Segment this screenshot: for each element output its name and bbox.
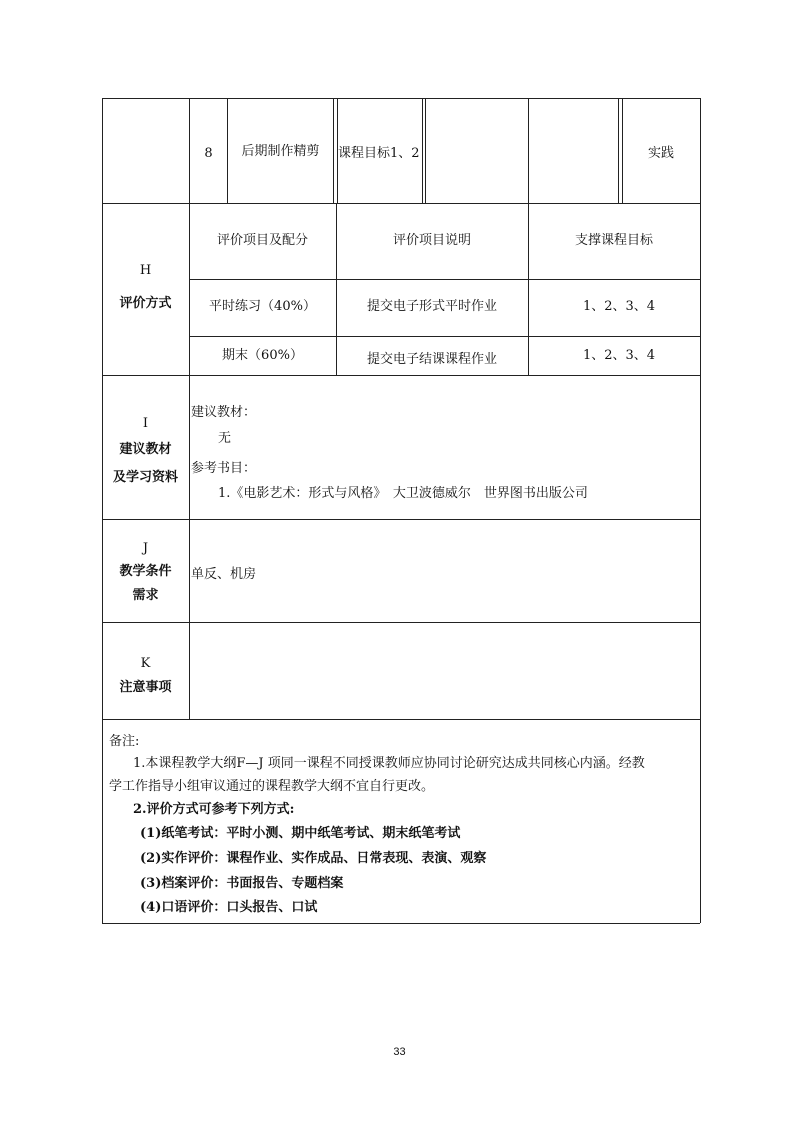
section-h-title: 评价方式: [119, 296, 172, 311]
section-i-title-1: 建议教材: [119, 442, 172, 457]
section-i-title-2: 及学习资料: [112, 470, 178, 485]
row-number: 8: [204, 146, 213, 161]
section-k-title: 注意事项: [119, 680, 172, 695]
eval-header-goals: 支撑课程目标: [574, 233, 653, 248]
eval-row-desc: 提交电子结课课程作业: [366, 352, 497, 367]
page-number: 33: [393, 1046, 406, 1058]
remarks-item: (1)纸笔考试：平时小测、期中纸笔考试、期末纸笔考试: [140, 826, 461, 841]
eval-row-desc: 提交电子形式平时作业: [366, 299, 497, 314]
section-j-title-1: 教学条件: [119, 564, 172, 579]
row-content: 后期制作精剪: [241, 144, 320, 159]
section-j-letter: J: [142, 541, 149, 556]
section-j-title-2: 需求: [132, 588, 159, 603]
refs-label: 参考书目：: [191, 461, 257, 476]
section-i-letter: I: [142, 416, 149, 431]
row-method: 实践: [647, 146, 674, 161]
eval-row-item: 期末（60%）: [222, 348, 303, 363]
remarks-item: (3)档案评价：书面报告、专题档案: [140, 876, 344, 891]
textbook-value: 无: [218, 431, 232, 446]
eval-header-item: 评价项目及配分: [216, 233, 308, 248]
eval-row-goals: 1、2、3、4: [582, 348, 656, 363]
teaching-conditions: 单反、机房: [191, 567, 257, 582]
section-k-letter: K: [140, 656, 151, 671]
remarks-line: 学工作指导小组审议通过的课程教学大纲不宜自行更改。: [109, 779, 435, 794]
textbook-label: 建议教材：: [191, 405, 257, 420]
section-h-letter: H: [139, 263, 152, 278]
remarks-line: 1.本课程教学大纲F—J 项同一课程不同授课教师应协同讨论研究达成共同核心内涵。经教: [133, 756, 645, 771]
eval-row-item: 平时练习（40%）: [209, 299, 316, 314]
row-goal: 课程目标1、2: [338, 146, 420, 161]
remarks-item: (2)实作评价：课程作业、实作成品、日常表现、表演、观察: [140, 851, 487, 866]
remarks-label: 备注:: [109, 734, 140, 749]
eval-row-goals: 1、2、3、4: [582, 299, 656, 314]
remarks-item: (4)口语评价：口头报告、口试: [140, 900, 318, 915]
remarks-line: 2.评价方式可参考下列方式:: [133, 802, 295, 817]
eval-header-desc: 评价项目说明: [392, 233, 471, 248]
refs-item: 1.《电影艺术：形式与风格》 大卫波德威尔 世界图书出版公司: [218, 486, 588, 501]
